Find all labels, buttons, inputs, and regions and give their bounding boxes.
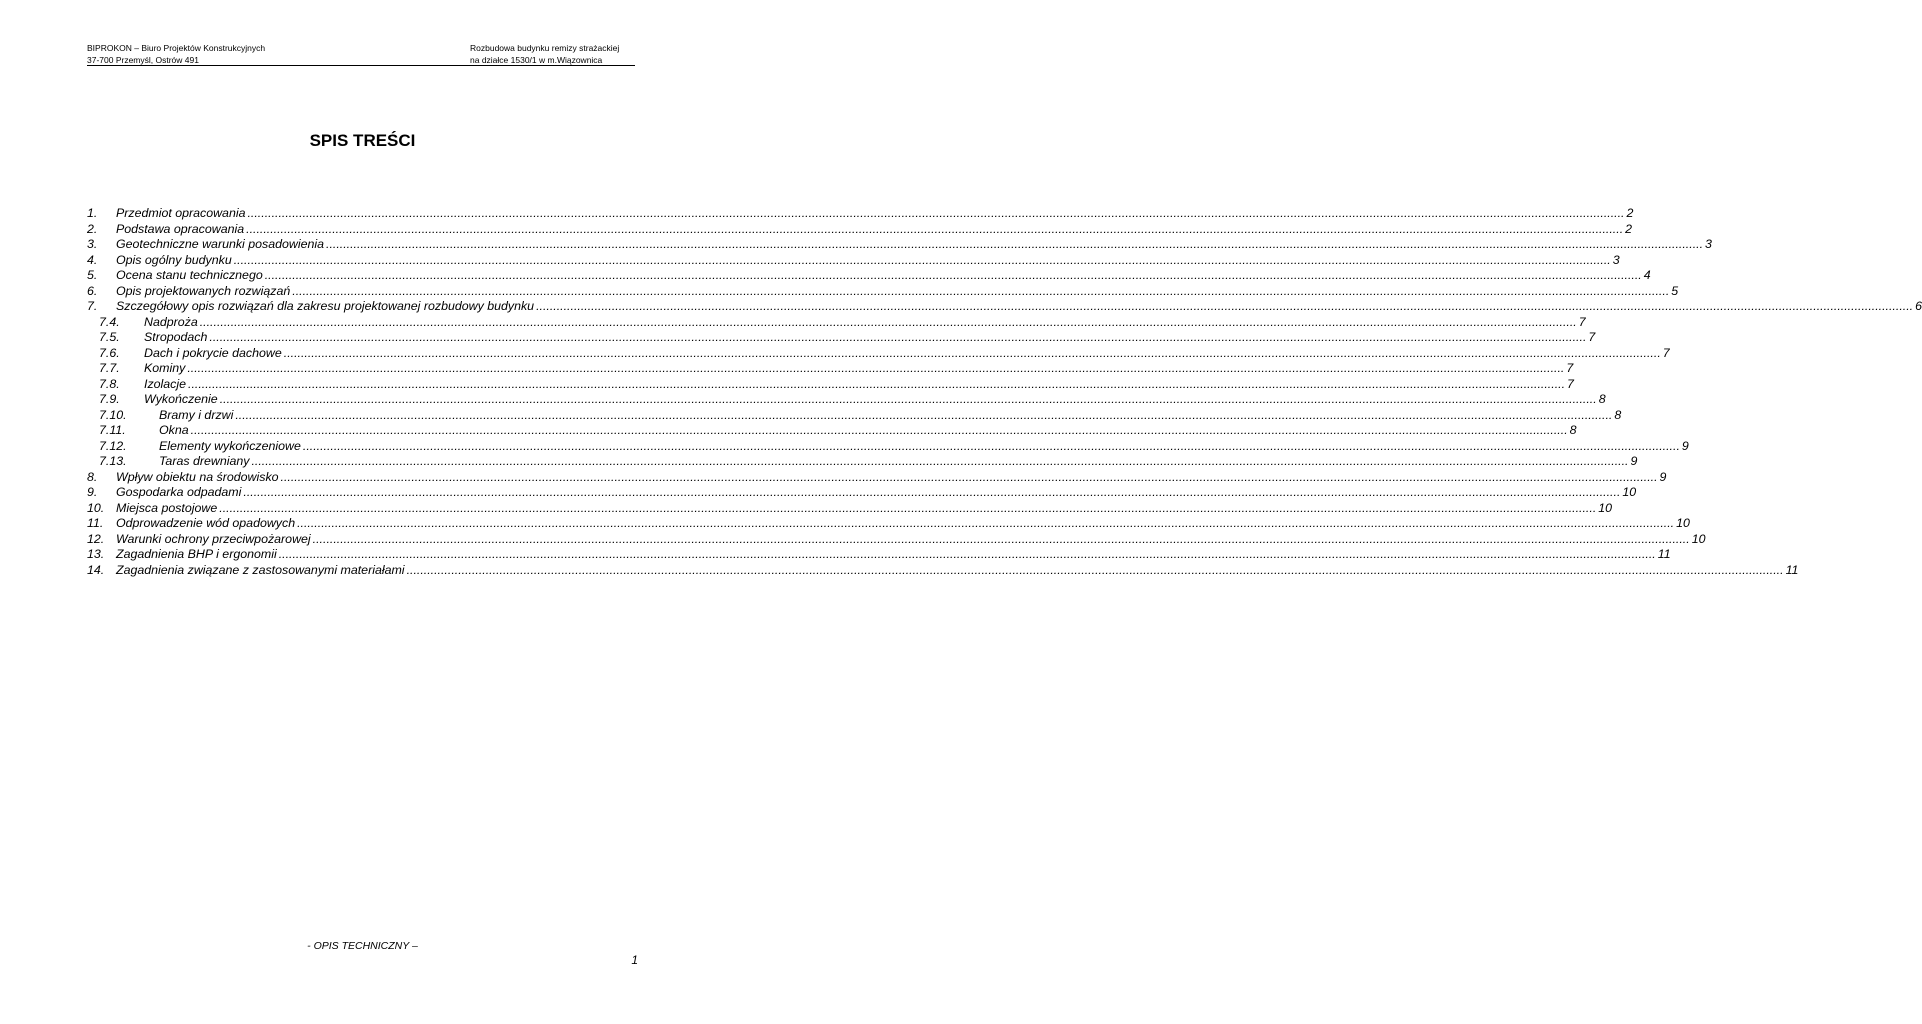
toc-entry-title: Nadproża [144, 314, 198, 329]
footer-label: - OPIS TECHNICZNY – [307, 940, 418, 952]
toc-entry[interactable] [87, 376, 1574, 393]
header-project-title: Rozbudowa budynku remizy strażackiej [470, 43, 620, 53]
toc-entry-title: Geotechniczne warunki posadowienia [116, 237, 325, 251]
toc-dot-leader: ................................................................................................................................................................................................................................................................................................................................................................................................................ [283, 345, 1661, 360]
toc-entry-page: 7 [1662, 345, 1670, 360]
toc-entry-number: 3. [87, 237, 98, 251]
toc-entry-title: Taras drewniany [159, 454, 250, 468]
header-divider [87, 65, 635, 66]
toc-entry-number: 11. [87, 516, 104, 530]
toc-entry-page: 9 [1659, 469, 1667, 484]
toc-entry-page: 6 [1915, 299, 1922, 313]
toc-entry-page: 10 [1676, 516, 1690, 530]
toc-entry-page: 3 [1705, 237, 1712, 251]
toc-entry-number: 12. [87, 531, 105, 546]
toc-entry-number: 4. [87, 252, 98, 267]
toc-entry-title: Wykończenie [144, 392, 218, 406]
toc-entry-title: Miejsca postojowe [116, 500, 218, 515]
toc-entry[interactable] [87, 562, 1799, 579]
toc-entry-number: 13. [87, 547, 105, 561]
toc-entry-page: 8 [1569, 423, 1577, 437]
toc-entry-number: 9. [87, 485, 98, 499]
toc-entry-title: Szczegółowy opis rozwiązań dla zakresu projektowanej rozbudowy budynku [116, 299, 535, 313]
toc-dot-leader: ................................................................................................................................................................................................................................................................................................................................................................................................................ [280, 469, 1658, 484]
toc-entry-number: 7.10. [99, 407, 127, 422]
toc-entry-page: 7 [1566, 361, 1574, 375]
header-project [470, 42, 619, 66]
toc-entry[interactable] [87, 237, 1712, 253]
toc-entry[interactable] [87, 516, 1690, 532]
toc-entry-title: Przedmiot opracowania [116, 206, 246, 220]
toc-entry-number: 7.4. [99, 314, 120, 329]
toc-entry-page: 11 [1785, 562, 1799, 577]
toc-entry-number: 1. [87, 206, 98, 220]
toc-dot-leader: ................................................................................................................................................................................................................................................................................................................................................................................................................ [199, 314, 1577, 329]
toc-entry-page: 8 [1614, 407, 1622, 422]
toc-entry-page: 7 [1567, 376, 1574, 391]
toc-dot-leader: ................................................................................................................................................................................................................................................................................................................................................................................................................ [406, 562, 1784, 577]
toc-dot-leader: ................................................................................................................................................................................................................................................................................................................................................................................................................ [536, 299, 1914, 313]
toc-entry-title: Odprowadzenie wód opadowych [116, 516, 296, 530]
toc-entry-number: 14. [87, 562, 105, 577]
toc-dot-leader: ................................................................................................................................................................................................................................................................................................................................................................................................................ [247, 206, 1625, 220]
toc-entry-number: 7.12. [99, 438, 127, 453]
toc-dot-leader: ................................................................................................................................................................................................................................................................................................................................................................................................................ [209, 330, 1587, 344]
toc-entry-number: 7.5. [99, 330, 120, 344]
toc-entry-page: 2 [1626, 206, 1634, 220]
toc-entry-title: Okna [159, 423, 189, 437]
toc-dot-leader: ................................................................................................................................................................................................................................................................................................................................................................................................................ [251, 454, 1629, 468]
toc-entry-number: 7.6. [99, 345, 120, 360]
table-of-contents [87, 206, 1922, 578]
toc-entry-title: Izolacje [144, 376, 187, 391]
header-company-address: 37-700 Przemyśl, Ostrów 491 [87, 55, 199, 65]
toc-entry-number: 7. [87, 299, 98, 313]
toc-entry-number: 7.9. [99, 392, 120, 406]
toc-entry[interactable] [87, 330, 1596, 346]
toc-entry[interactable] [87, 547, 1671, 563]
toc-entry-page: 9 [1630, 454, 1638, 468]
toc-entry-title: Warunki ochrony przeciwpożarowej [116, 531, 311, 546]
toc-dot-leader: ................................................................................................................................................................................................................................................................................................................................................................................................................ [233, 252, 1611, 267]
toc-entry-title: Ocena stanu technicznego [116, 268, 263, 282]
toc-entry-title: Opis projektowanych rozwiązań [116, 283, 291, 298]
toc-entry-title: Bramy i drzwi [159, 407, 234, 422]
toc-entry-title: Zagadnienia związane z zastosowanymi materiałami [116, 562, 405, 577]
toc-entry-page: 8 [1598, 392, 1606, 406]
toc-entry-page: 9 [1681, 438, 1689, 453]
toc-entry-title: Podstawa opracowania [116, 221, 245, 236]
page-number: 1 [631, 953, 638, 967]
page-title: SPIS TREŚCI [309, 131, 416, 150]
toc-entry-page: 10 [1691, 531, 1706, 546]
toc-entry-page: 4 [1643, 268, 1651, 282]
header-project-location: na działce 1530/1 w m.Wiązownica [470, 55, 603, 65]
toc-entry-title: Wpływ obiektu na środowisko [116, 469, 279, 484]
toc-dot-leader: ................................................................................................................................................................................................................................................................................................................................................................................................................ [188, 376, 1566, 391]
toc-entry-title: Gospodarka odpadami [116, 485, 242, 499]
toc-entry-number: 2. [87, 221, 98, 236]
toc-entry-number: 7.13. [99, 454, 127, 468]
toc-entry-title: Zagadnienia BHP i ergonomii [116, 547, 277, 561]
toc-dot-leader: ................................................................................................................................................................................................................................................................................................................................................................................................................ [190, 423, 1568, 437]
toc-dot-leader: ................................................................................................................................................................................................................................................................................................................................................................................................................ [292, 283, 1670, 298]
toc-dot-leader: ................................................................................................................................................................................................................................................................................................................................................................................................................ [187, 361, 1565, 375]
toc-entry[interactable] [87, 361, 1574, 377]
toc-entry[interactable] [87, 485, 1637, 501]
toc-entry[interactable] [87, 299, 1922, 315]
toc-dot-leader: ................................................................................................................................................................................................................................................................................................................................................................................................................ [219, 392, 1597, 406]
toc-entry-number: 7.11. [99, 423, 126, 437]
toc-entry-page: 7 [1588, 330, 1596, 344]
toc-entry[interactable] [87, 252, 1620, 269]
toc-entry[interactable] [87, 423, 1577, 439]
toc-entry[interactable] [87, 500, 1613, 517]
toc-entry-page: 5 [1671, 283, 1679, 298]
toc-entry[interactable] [87, 469, 1667, 486]
toc-entry-number: 8. [87, 469, 98, 484]
toc-entry-page: 10 [1598, 500, 1613, 515]
toc-dot-leader: ................................................................................................................................................................................................................................................................................................................................................................................................................ [302, 438, 1680, 453]
toc-entry-number: 5. [87, 268, 98, 282]
toc-dot-leader: ................................................................................................................................................................................................................................................................................................................................................................................................................ [246, 221, 1624, 236]
toc-entry[interactable] [87, 314, 1586, 331]
toc-entry[interactable] [87, 454, 1638, 470]
toc-entry-title: Stropodach [144, 330, 208, 344]
toc-entry-title: Opis ogólny budynku [116, 252, 232, 267]
toc-entry-number: 7.8. [99, 376, 120, 391]
toc-entry-page: 2 [1625, 221, 1633, 236]
toc-entry-title: Dach i pokrycie dachowe [144, 345, 282, 360]
toc-entry[interactable] [87, 531, 1706, 548]
toc-dot-leader: ................................................................................................................................................................................................................................................................................................................................................................................................................ [235, 407, 1613, 422]
toc-dot-leader: ................................................................................................................................................................................................................................................................................................................................................................................................................ [264, 268, 1642, 282]
toc-entry-number: 10. [87, 500, 105, 515]
toc-entry-page: 7 [1578, 314, 1586, 329]
toc-entry[interactable] [87, 392, 1606, 408]
toc-entry[interactable] [87, 345, 1670, 362]
toc-dot-leader: ................................................................................................................................................................................................................................................................................................................................................................................................................ [243, 485, 1621, 499]
toc-entry-page: 3 [1612, 252, 1620, 267]
toc-entry[interactable] [87, 283, 1679, 300]
toc-entry[interactable] [87, 438, 1689, 455]
toc-entry-page: 11 [1657, 547, 1671, 561]
toc-entry[interactable] [87, 206, 1634, 222]
toc-entry[interactable] [87, 407, 1622, 424]
header-company-name: BIPROKON – Biuro Projektów Konstrukcyjnych [87, 43, 266, 53]
header-company [87, 42, 265, 66]
toc-entry-page: 10 [1622, 485, 1637, 499]
toc-entry-title: Elementy wykończeniowe [159, 438, 301, 453]
toc-entry[interactable] [87, 268, 1651, 284]
toc-dot-leader: ................................................................................................................................................................................................................................................................................................................................................................................................................ [326, 237, 1704, 251]
toc-entry-number: 6. [87, 283, 98, 298]
toc-dot-leader: ................................................................................................................................................................................................................................................................................................................................................................................................................ [219, 500, 1597, 515]
toc-dot-leader: ................................................................................................................................................................................................................................................................................................................................................................................................................ [278, 547, 1656, 561]
toc-dot-leader: ................................................................................................................................................................................................................................................................................................................................................................................................................ [312, 531, 1690, 546]
toc-dot-leader: ................................................................................................................................................................................................................................................................................................................................................................................................................ [297, 516, 1675, 530]
toc-entry-number: 7.7. [99, 361, 120, 375]
toc-entry-title: Kominy [144, 361, 186, 375]
toc-entry[interactable] [87, 221, 1633, 238]
